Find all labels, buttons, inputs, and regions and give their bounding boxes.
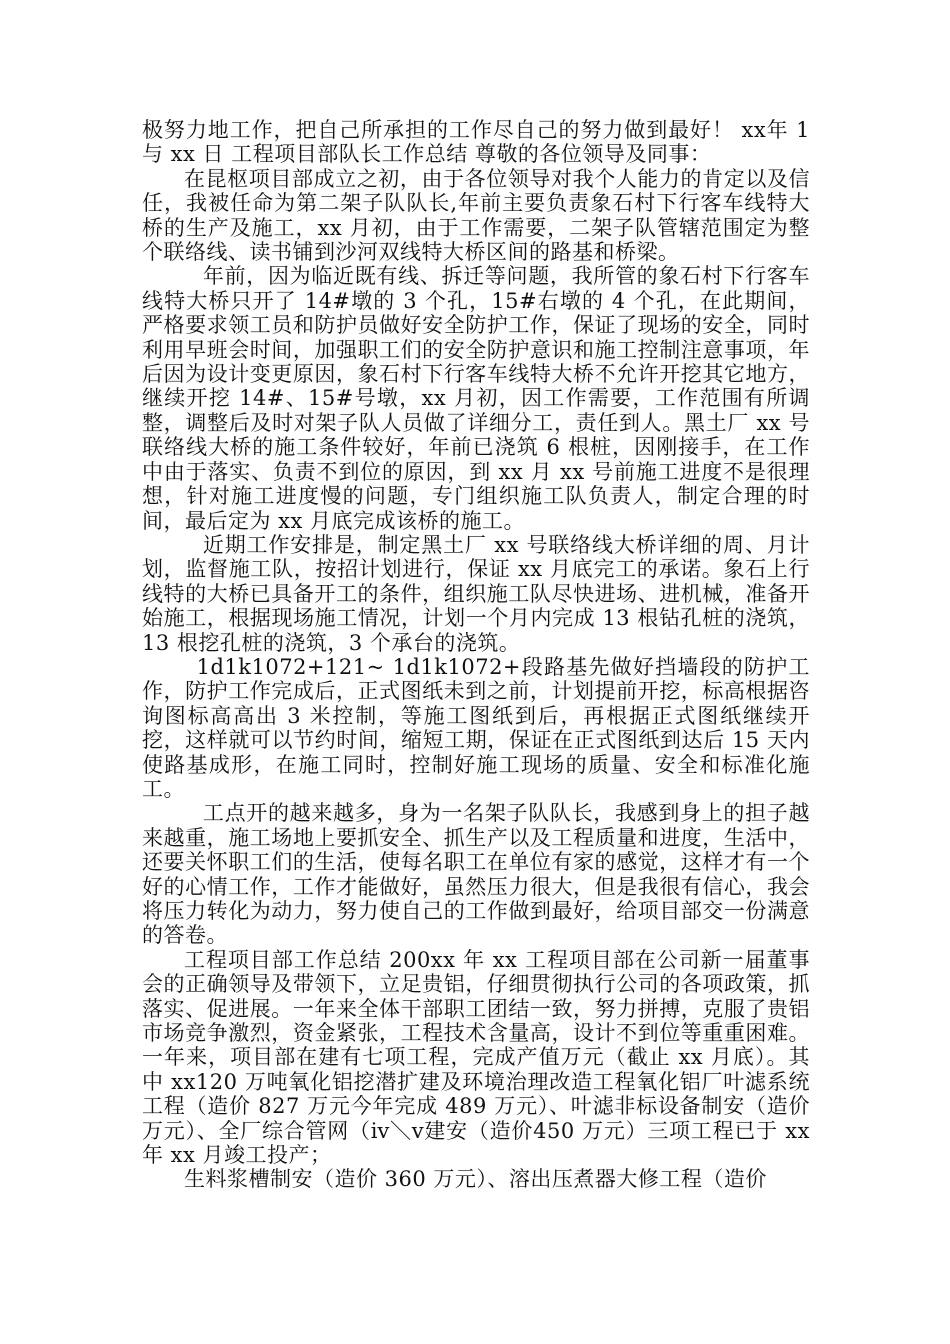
paragraph-8: 生料浆槽制安（造价 360 万元）、溶出压煮器大修工程（造价 xyxy=(184,1167,767,1192)
paragraph-2: 在昆枢项目部成立之初，由于各位领导对我个人能力的肯定以及信任，我被任命为第二架子队队长,年前主要负责象石村下行客车线特大桥的生产及施工，xx 月初，由于工作需要，二架子队管辖范围定为整个联络线、读书铺到沙河双线特大桥区间的路基和桥梁。 xyxy=(142,166,810,265)
paragraph-7: 工程项目部工作总结 200xx 年 xx 工程项目部在公司新一届董事会的正确领导及带领下，立足贵铝，仔细贯彻执行公司的各项政策，抓落实、促进展。一年来全体干部职工团结一致，努力拼搏，克服了贵铝市场竞争激烈，资金紧张，工程技术含量高，设计不到位等重重困难。一年来，项目部在建有七项工程，完成产值万元（截止 xx 月底）。其中 xx120 万吨氧化铝挖潜扩建及环境治理改造工程氧化铝厂叶滤系统工程（造价 827 万元今年完成 489 万元）、叶滤非标设备制安（造价万元）、全厂综合管网（ⅳ＼ⅴ建安（造价450 万元）三项工程已于 xx 年 xx 月竣工投产； xyxy=(142,947,810,1168)
paragraph-1: 极努力地工作，把自己所承担的工作尽自己的努力做到最好！ xx年 1 与 xx 日 工程项目部队长工作总结 尊敬的各位领导及同事： xyxy=(142,118,810,167)
paragraph-6: 工点开的越来越多，身为一名架子队队长，我感到身上的担子越来越重，施工场地上要抓安全、抓生产以及工程质量和进度，生活中，还要关怀职工们的生活，使每名职工在单位有家的感觉，这样才有一个好的心情工作，工作才能做好，虽然压力很大，但是我很有信心，我会将压力转化为动力，努力使自己的工作做到最好，给项目部交一份满意的答卷。 xyxy=(142,801,810,948)
document-body xyxy=(142,118,810,1192)
paragraph-3: 年前，因为临近既有线、拆迁等问题，我所管的象石村下行客车线特大桥只开了 14#墩的 3 个孔，15#右墩的 4 个孔，在此期间，严格要求领工员和防护员做好安全防护工作，保证了现场的安全，同时利用早班会时间，加强职工们的安全防护意识和施工控制注意事项，年后因为设计变更原因，象石村下行客车线特大桥不允许开挖其它地方，继续开挖 14#、15#号墩，xx 月初，因工作需要，工作范围有所调整，调整后及时对架子队人员做了详细分工，责任到人。黑土厂 xx 号联络线大桥的施工条件较好，年前已浇筑 6 根桩，因刚接手，在工作中由于落实、负责不到位的原因，到 xx 月 xx 号前施工进度不是很理想，针对施工进度慢的问题，专门组织施工队负责人，制定合理的时间，最后定为 xx 月底完成该桥的施工。 xyxy=(142,264,810,533)
paragraph-4: 近期工作安排是，制定黑土厂 xx 号联络线大桥详细的周、月计划，监督施工队，按招计划进行，保证 xx 月底完工的承诺。象石上行线特的大桥已具备开工的条件，组织施工队尽快进场、进机械，准备开始施工，根据现场施工情况，计划一个月内完成 13 根钻孔桩的浇筑，13 根挖孔桩的浇筑，3 个承台的浇筑。 xyxy=(142,532,810,655)
paragraph-5: 1d1k1072+121~ 1d1k1072+段路基先做好挡墙段的防护工作，防护工作完成后，正式图纸未到之前，计划提前开挖，标高根据咨询图标高高出 3 米控制，等施工图纸到后，再根据正式图纸继续开挖，这样就可以节约时间，缩短工期，保证在正式图纸到达后 15 天内使路基成形，在施工同时，控制好施工现场的质量、安全和标准化施工。 xyxy=(142,654,810,801)
